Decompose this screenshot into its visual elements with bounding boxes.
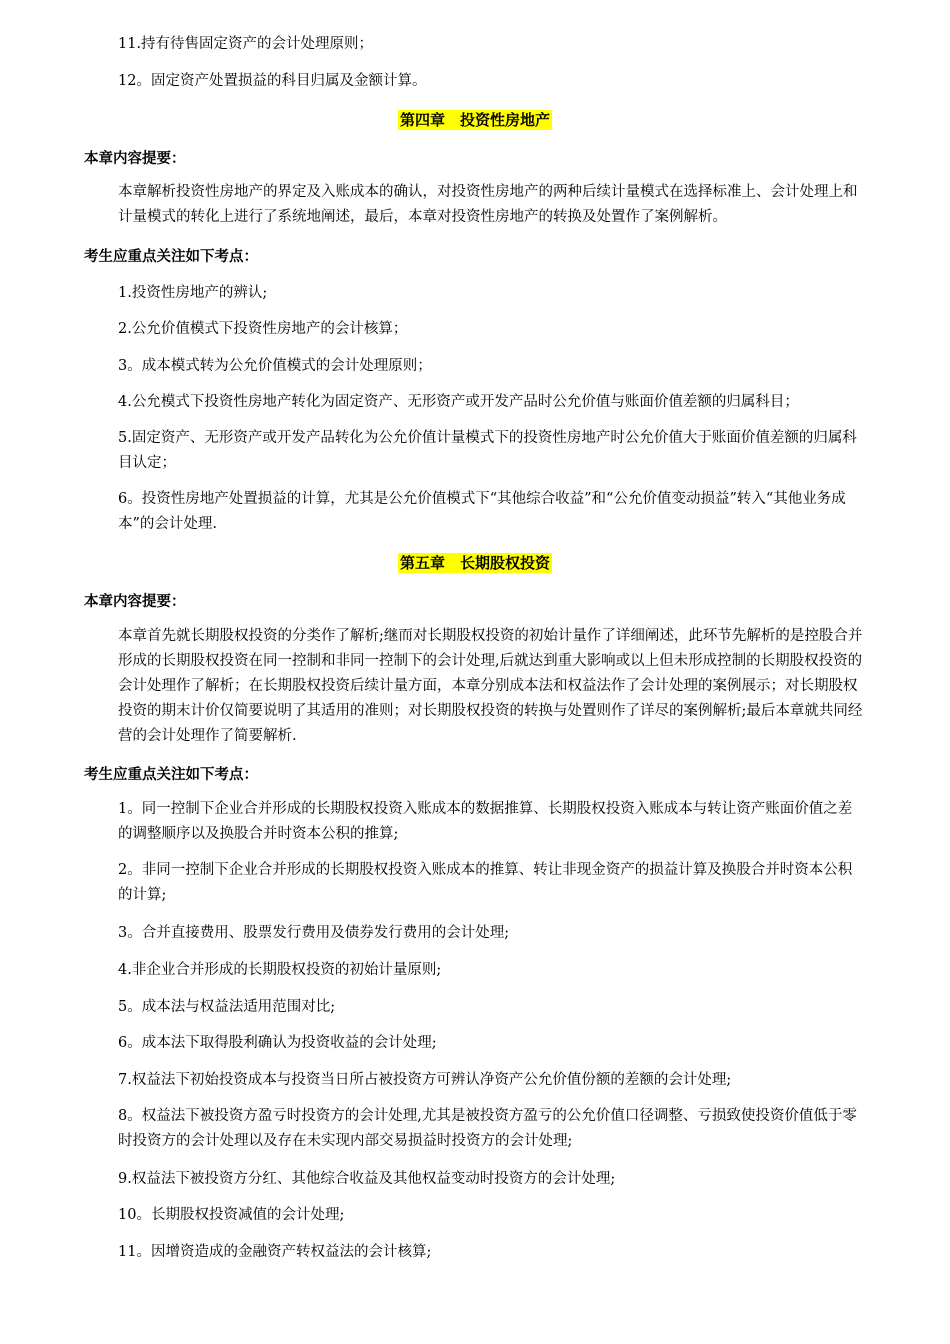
- list-item: 11.持有待售固定资产的会计处理原则；: [118, 36, 374, 52]
- list-item: 9.权益法下被投资方分红、其他综合收益及其他权益变动时投资方的会计处理;: [118, 1171, 616, 1187]
- list-item: 1.投资性房地产的辨认;: [118, 285, 268, 301]
- list-item: 10。长期股权投资减值的会计处理;: [118, 1207, 345, 1223]
- chapter-5-heading: [0, 552, 950, 574]
- list-item: 5.固定资产、无形资产或开发产品转化为公允价值计量模式下的投资性房地产时公允价值大于账面价值差额的归属科目认定；: [118, 430, 857, 471]
- list-item: 8。权益法下被投资方盈亏时投资方的会计处理,尤其是被投资方盈亏的公允价值口径调整、亏损致使投资价值低于零时投资方的会计处理以及存在未实现内部交易损益时投资方的会计处理;: [118, 1108, 857, 1149]
- chapter-5-points-label: 考生应重点关注如下考点：: [84, 767, 258, 783]
- chapter-5-summary: 本章首先就长期股权投资的分类作了解析;继而对长期股权投资的初始计量作了详细阐述，此环节先解析的是控股合并形成的长期股权投资在同一控制和非同一控制下的会计处理,后就达到重大影响或以上但未形成控制的长期股权投资的会计处理作了解析；在长期股权投资后续计量方面，本章分别成本法和权益法作了会计处理的案例展示；对长期股权投资的期末计价仅简要说明了其适用的准则；对长期股权投资的转换与处置则作了详尽的案例解析;最后本章就共同经营的会计处理作了简要解析.: [118, 628, 863, 744]
- list-item: 5。成本法与权益法适用范围对比;: [118, 999, 336, 1015]
- chapter-5-title: 第五章 长期股权投资: [399, 554, 550, 572]
- chapter-4-summary: 本章解析投资性房地产的界定及入账成本的确认，对投资性房地产的两种后续计量模式在选择标准上、会计处理上和计量模式的转化上进行了系统地阐述，最后，本章对投资性房地产的转换及处置作了案例解析。: [118, 184, 858, 225]
- chapter-5-summary-label: 本章内容提要：: [84, 594, 186, 610]
- list-item: 2.公允价值模式下投资性房地产的会计核算；: [118, 321, 408, 337]
- list-item: 3。成本模式转为公允价值模式的会计处理原则；: [118, 358, 432, 374]
- list-item: 12。固定资产处置损益的科目归属及金额计算。: [118, 73, 427, 89]
- chapter-4-points-label: 考生应重点关注如下考点：: [84, 249, 258, 265]
- list-item: 2。非同一控制下企业合并形成的长期股权投资入账成本的推算、转让非现金资产的损益计算及换股合并时资本公积的计算;: [118, 862, 853, 903]
- chapter-4-summary-label: 本章内容提要：: [84, 151, 186, 167]
- list-item: 4.非企业合并形成的长期股权投资的初始计量原则;: [118, 962, 442, 978]
- list-item: 4.公允模式下投资性房地产转化为固定资产、无形资产或开发产品时公允价值与账面价值差额的归属科目；: [118, 394, 799, 410]
- list-item: 11。因增资造成的金融资产转权益法的会计核算;: [118, 1244, 432, 1260]
- list-item: 6。成本法下取得股利确认为投资收益的会计处理;: [118, 1035, 437, 1051]
- list-item: 6。投资性房地产处置损益的计算，尤其是公允价值模式下“其他综合收益”和“公允价值变动损益”转入“其他业务成本”的会计处理.: [118, 491, 846, 532]
- list-item: 1。同一控制下企业合并形成的长期股权投资入账成本的数据推算、长期股权投资入账成本与转让资产账面价值之差的调整顺序以及换股合并时资本公积的推算;: [118, 801, 853, 842]
- list-item: 7.权益法下初始投资成本与投资当日所占被投资方可辨认净资产公允价值份额的差额的会计处理;: [118, 1072, 732, 1088]
- list-item: 3。合并直接费用、股票发行费用及债券发行费用的会计处理;: [118, 925, 510, 941]
- chapter-4-title: 第四章 投资性房地产: [399, 111, 550, 129]
- chapter-4-heading: [0, 109, 950, 131]
